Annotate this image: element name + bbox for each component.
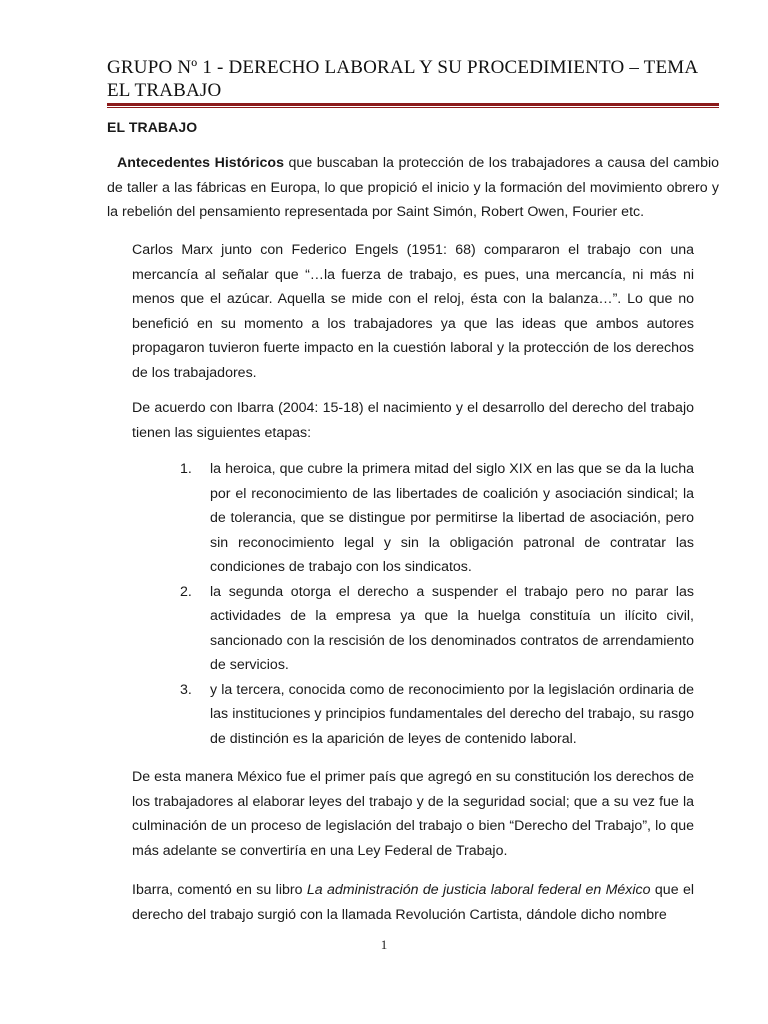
paragraph-text-before: Ibarra, comentó en su libro [132,882,307,898]
document-header-title: GRUPO Nº 1 - DERECHO LABORAL Y SU PROCEDIMIENTO – TEMA EL TRABAJO [107,57,698,101]
section-title: EL TRABAJO [107,119,198,135]
intro-lead: Antecedentes Históricos [117,155,284,171]
header-rule-thin [107,107,719,108]
list-item-text: y la tercera, conocida como de reconocimiento por la legislación ordinaria de las instituciones y principios fundamentales del derecho del trabajo, su rasgo de distinción es la aparición de leyes de contenido laboral. [210,681,694,747]
intro-paragraph [107,151,719,225]
stages-list [180,457,694,751]
list-item-number: 3. [180,681,192,698]
paragraph-ibarra-book [132,878,694,927]
list-item [180,457,694,580]
header-rule-thick [107,103,719,106]
list-item-number: 1. [180,461,192,477]
list-item-text: la segunda otorga el derecho a suspender el trabajo pero no parar las actividades de la empresa ya que la huelga constituía un ilícito civil, sancionado con la rescisión de los denominados contratos de arrendamiento de servicios. [210,583,694,673]
book-title: La administración de justicia laboral federal en México [306,882,651,898]
list-item-number: 2. [180,583,192,600]
paragraph-ibarra-stages: De acuerdo con Ibarra (2004: 15-18) el nacimiento y el desarrollo del derecho del trabajo tienen las siguientes etapas: [132,400,694,441]
list-item [180,580,694,678]
intro-text: que buscaban la protección de los trabajadores a causa del cambio de taller a las fábricas en Europa, lo que propició el inicio y la formación del movimiento obrero y la rebelión del pensamiento representada por Saint Simón, Robert Owen, Fourier etc. [107,155,720,220]
list-item [180,678,694,752]
paragraph-mexico: De esta manera México fue el primer país que agregó en su constitución los derechos de los trabajadores al elaborar leyes del trabajo y de la seguridad social; que a su vez fue la culminación de un proceso de legislación del trabajo o bien “Derecho del Trabajo”, lo que más adelante se convertiría en una Ley Federal de Trabajo. [132,769,694,859]
paragraph-marx-engels: Carlos Marx junto con Federico Engels (1951: 68) compararon el trabajo con una mercancía al señalar que “…la fuerza de trabajo, es pues, una mercancía, ni más ni menos que el azúcar. Aquella se mide con el reloj, ésta con la balanza…”. Lo que no benefició en su momento a los trabajadores ya que las ideas que ambos autores propagaron tuvieron fuerte impacto en la cuestión laboral y la protección de los derechos de los trabajadores. [132,242,694,381]
list-item-text: la heroica, que cubre la primera mitad del siglo XIX en las que se da la lucha por el reconocimiento de las libertades de coalición y asociación sindical; la de tolerancia, que se distingue por permitirse la libertad de asociación, pero sin reconocimiento legal y sin la obligación patronal de contratar las condiciones de trabajo con los sindicatos. [210,461,694,575]
page-number: 1 [380,937,388,952]
paragraph-text-after: que el derecho del trabajo surgió con la llamada Revolución Cartista, dándole dicho nombre [132,882,695,923]
